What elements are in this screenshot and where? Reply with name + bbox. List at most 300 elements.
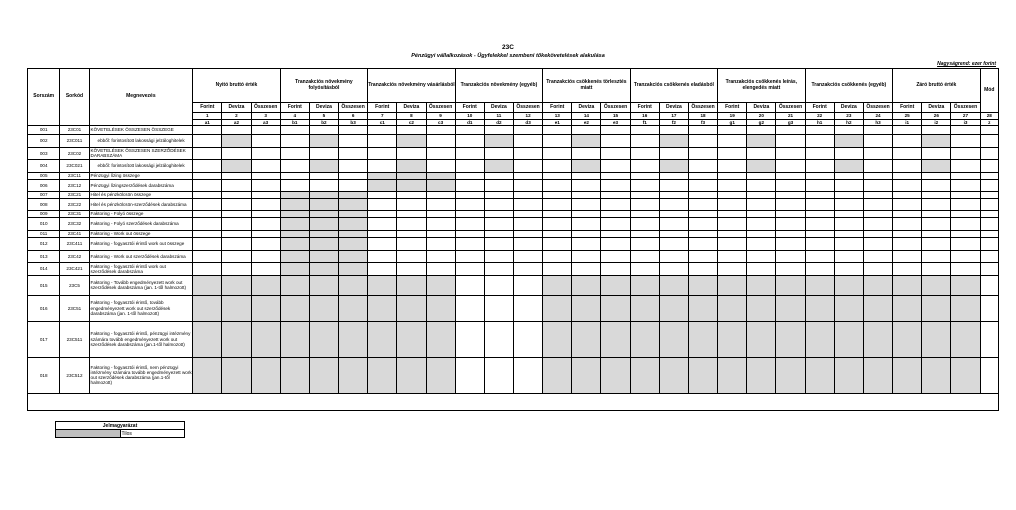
input-cell[interactable] xyxy=(776,126,805,135)
input-cell[interactable] xyxy=(543,230,572,237)
input-cell[interactable] xyxy=(718,210,747,217)
input-cell[interactable] xyxy=(251,172,280,179)
input-cell-mod[interactable] xyxy=(980,126,998,135)
input-cell[interactable] xyxy=(659,179,688,191)
input-cell[interactable] xyxy=(572,237,601,250)
input-cell[interactable] xyxy=(659,262,688,275)
input-cell[interactable] xyxy=(222,172,251,179)
input-cell[interactable] xyxy=(601,250,630,262)
input-cell[interactable] xyxy=(951,237,980,250)
input-cell[interactable] xyxy=(863,134,892,147)
input-cell[interactable] xyxy=(309,179,338,191)
input-cell[interactable] xyxy=(630,250,659,262)
input-cell[interactable] xyxy=(339,172,368,179)
input-cell[interactable] xyxy=(572,126,601,135)
input-cell[interactable] xyxy=(193,159,222,172)
input-cell[interactable] xyxy=(193,237,222,250)
input-cell-mod[interactable] xyxy=(980,230,998,237)
input-cell[interactable] xyxy=(455,262,484,275)
input-cell[interactable] xyxy=(630,217,659,230)
input-cell[interactable] xyxy=(951,217,980,230)
input-cell[interactable] xyxy=(426,237,455,250)
input-cell[interactable] xyxy=(776,198,805,210)
input-cell[interactable] xyxy=(688,217,717,230)
input-cell[interactable] xyxy=(718,191,747,198)
input-cell[interactable] xyxy=(543,159,572,172)
input-cell[interactable] xyxy=(863,210,892,217)
input-cell[interactable] xyxy=(863,237,892,250)
input-cell[interactable] xyxy=(513,357,542,393)
input-cell[interactable] xyxy=(484,126,513,135)
input-cell[interactable] xyxy=(951,250,980,262)
input-cell-mod[interactable] xyxy=(980,357,998,393)
input-cell[interactable] xyxy=(747,217,776,230)
input-cell[interactable] xyxy=(776,210,805,217)
input-cell[interactable] xyxy=(601,134,630,147)
input-cell[interactable] xyxy=(455,295,484,321)
input-cell[interactable] xyxy=(747,250,776,262)
input-cell-mod[interactable] xyxy=(980,210,998,217)
input-cell[interactable] xyxy=(251,230,280,237)
input-cell[interactable] xyxy=(601,262,630,275)
input-cell[interactable] xyxy=(455,275,484,295)
input-cell[interactable] xyxy=(455,250,484,262)
input-cell[interactable] xyxy=(601,147,630,159)
input-cell[interactable] xyxy=(834,210,863,217)
input-cell[interactable] xyxy=(688,237,717,250)
input-cell[interactable] xyxy=(193,134,222,147)
input-cell[interactable] xyxy=(630,191,659,198)
input-cell[interactable] xyxy=(805,147,834,159)
input-cell-mod[interactable] xyxy=(980,147,998,159)
input-cell[interactable] xyxy=(834,262,863,275)
input-cell[interactable] xyxy=(513,262,542,275)
input-cell[interactable] xyxy=(893,126,922,135)
input-cell[interactable] xyxy=(426,210,455,217)
input-cell[interactable] xyxy=(543,237,572,250)
input-cell[interactable] xyxy=(572,191,601,198)
input-cell[interactable] xyxy=(601,210,630,217)
input-cell[interactable] xyxy=(601,179,630,191)
input-cell[interactable] xyxy=(280,179,309,191)
input-cell[interactable] xyxy=(513,179,542,191)
input-cell-mod[interactable] xyxy=(980,179,998,191)
input-cell[interactable] xyxy=(659,198,688,210)
input-cell[interactable] xyxy=(951,134,980,147)
input-cell[interactable] xyxy=(455,198,484,210)
input-cell[interactable] xyxy=(659,250,688,262)
input-cell[interactable] xyxy=(455,230,484,237)
input-cell[interactable] xyxy=(951,262,980,275)
input-cell[interactable] xyxy=(688,250,717,262)
input-cell[interactable] xyxy=(368,198,397,210)
input-cell-mod[interactable] xyxy=(980,275,998,295)
input-cell[interactable] xyxy=(630,159,659,172)
input-cell[interactable] xyxy=(776,159,805,172)
input-cell[interactable] xyxy=(747,237,776,250)
input-cell[interactable] xyxy=(251,210,280,217)
input-cell[interactable] xyxy=(863,191,892,198)
input-cell[interactable] xyxy=(834,250,863,262)
input-cell[interactable] xyxy=(834,172,863,179)
input-cell[interactable] xyxy=(747,126,776,135)
input-cell[interactable] xyxy=(747,147,776,159)
input-cell[interactable] xyxy=(747,179,776,191)
input-cell[interactable] xyxy=(251,159,280,172)
input-cell[interactable] xyxy=(368,147,397,159)
input-cell[interactable] xyxy=(805,262,834,275)
input-cell[interactable] xyxy=(630,172,659,179)
input-cell[interactable] xyxy=(747,198,776,210)
input-cell[interactable] xyxy=(513,210,542,217)
input-cell[interactable] xyxy=(251,134,280,147)
input-cell[interactable] xyxy=(455,210,484,217)
input-cell[interactable] xyxy=(601,237,630,250)
input-cell[interactable] xyxy=(922,198,951,210)
input-cell[interactable] xyxy=(484,250,513,262)
input-cell[interactable] xyxy=(688,230,717,237)
input-cell-mod[interactable] xyxy=(980,262,998,275)
input-cell[interactable] xyxy=(863,230,892,237)
input-cell[interactable] xyxy=(805,217,834,230)
input-cell[interactable] xyxy=(193,147,222,159)
input-cell[interactable] xyxy=(513,230,542,237)
input-cell[interactable] xyxy=(951,172,980,179)
input-cell[interactable] xyxy=(718,147,747,159)
input-cell[interactable] xyxy=(834,191,863,198)
input-cell[interactable] xyxy=(368,134,397,147)
input-cell[interactable] xyxy=(863,159,892,172)
input-cell[interactable] xyxy=(805,179,834,191)
input-cell[interactable] xyxy=(922,210,951,217)
input-cell[interactable] xyxy=(426,126,455,135)
input-cell[interactable] xyxy=(805,210,834,217)
input-cell[interactable] xyxy=(513,295,542,321)
input-cell[interactable] xyxy=(951,147,980,159)
input-cell-mod[interactable] xyxy=(980,250,998,262)
input-cell[interactable] xyxy=(572,198,601,210)
input-cell[interactable] xyxy=(513,237,542,250)
input-cell[interactable] xyxy=(893,237,922,250)
input-cell[interactable] xyxy=(397,147,426,159)
input-cell[interactable] xyxy=(863,172,892,179)
input-cell[interactable] xyxy=(893,230,922,237)
input-cell[interactable] xyxy=(776,250,805,262)
input-cell[interactable] xyxy=(747,262,776,275)
input-cell[interactable] xyxy=(718,179,747,191)
input-cell[interactable] xyxy=(455,357,484,393)
input-cell[interactable] xyxy=(397,250,426,262)
input-cell[interactable] xyxy=(747,191,776,198)
input-cell[interactable] xyxy=(397,210,426,217)
input-cell[interactable] xyxy=(339,134,368,147)
input-cell[interactable] xyxy=(193,172,222,179)
input-cell[interactable] xyxy=(893,210,922,217)
input-cell[interactable] xyxy=(543,210,572,217)
input-cell[interactable] xyxy=(368,230,397,237)
input-cell[interactable] xyxy=(513,217,542,230)
input-cell[interactable] xyxy=(718,198,747,210)
input-cell[interactable] xyxy=(251,126,280,135)
input-cell[interactable] xyxy=(805,198,834,210)
input-cell[interactable] xyxy=(484,237,513,250)
input-cell[interactable] xyxy=(513,191,542,198)
input-cell[interactable] xyxy=(426,198,455,210)
input-cell[interactable] xyxy=(659,230,688,237)
input-cell[interactable] xyxy=(776,262,805,275)
input-cell[interactable] xyxy=(747,210,776,217)
input-cell[interactable] xyxy=(513,134,542,147)
input-cell[interactable] xyxy=(280,147,309,159)
input-cell[interactable] xyxy=(484,172,513,179)
input-cell[interactable] xyxy=(251,179,280,191)
input-cell[interactable] xyxy=(368,191,397,198)
input-cell[interactable] xyxy=(484,262,513,275)
input-cell[interactable] xyxy=(339,147,368,159)
input-cell[interactable] xyxy=(863,126,892,135)
input-cell[interactable] xyxy=(776,217,805,230)
input-cell[interactable] xyxy=(222,250,251,262)
input-cell[interactable] xyxy=(805,134,834,147)
input-cell[interactable] xyxy=(484,210,513,217)
input-cell[interactable] xyxy=(863,262,892,275)
input-cell[interactable] xyxy=(513,159,542,172)
input-cell[interactable] xyxy=(601,191,630,198)
input-cell[interactable] xyxy=(688,198,717,210)
input-cell[interactable] xyxy=(688,179,717,191)
input-cell[interactable] xyxy=(339,179,368,191)
input-cell[interactable] xyxy=(397,126,426,135)
input-cell[interactable] xyxy=(601,198,630,210)
input-cell[interactable] xyxy=(397,237,426,250)
input-cell[interactable] xyxy=(863,147,892,159)
input-cell[interactable] xyxy=(951,159,980,172)
input-cell-mod[interactable] xyxy=(980,134,998,147)
input-cell[interactable] xyxy=(805,191,834,198)
input-cell[interactable] xyxy=(222,179,251,191)
input-cell[interactable] xyxy=(776,191,805,198)
input-cell[interactable] xyxy=(484,179,513,191)
input-cell[interactable] xyxy=(630,262,659,275)
input-cell[interactable] xyxy=(718,126,747,135)
input-cell[interactable] xyxy=(484,147,513,159)
input-cell[interactable] xyxy=(718,134,747,147)
input-cell[interactable] xyxy=(718,172,747,179)
input-cell[interactable] xyxy=(455,172,484,179)
input-cell[interactable] xyxy=(251,217,280,230)
input-cell[interactable] xyxy=(543,134,572,147)
input-cell[interactable] xyxy=(572,250,601,262)
input-cell[interactable] xyxy=(543,172,572,179)
input-cell[interactable] xyxy=(368,262,397,275)
input-cell[interactable] xyxy=(543,126,572,135)
input-cell[interactable] xyxy=(193,230,222,237)
input-cell[interactable] xyxy=(834,126,863,135)
input-cell[interactable] xyxy=(251,191,280,198)
input-cell-mod[interactable] xyxy=(980,191,998,198)
input-cell[interactable] xyxy=(893,217,922,230)
input-cell[interactable] xyxy=(280,126,309,135)
input-cell[interactable] xyxy=(834,179,863,191)
input-cell[interactable] xyxy=(513,198,542,210)
input-cell[interactable] xyxy=(397,217,426,230)
input-cell[interactable] xyxy=(426,134,455,147)
input-cell-mod[interactable] xyxy=(980,321,998,357)
input-cell[interactable] xyxy=(718,250,747,262)
input-cell[interactable] xyxy=(484,357,513,393)
input-cell[interactable] xyxy=(805,250,834,262)
input-cell[interactable] xyxy=(455,191,484,198)
input-cell[interactable] xyxy=(455,217,484,230)
input-cell[interactable] xyxy=(718,230,747,237)
input-cell[interactable] xyxy=(484,198,513,210)
input-cell[interactable] xyxy=(863,217,892,230)
input-cell[interactable] xyxy=(455,159,484,172)
input-cell[interactable] xyxy=(193,262,222,275)
input-cell[interactable] xyxy=(630,126,659,135)
input-cell[interactable] xyxy=(222,147,251,159)
input-cell[interactable] xyxy=(426,262,455,275)
input-cell[interactable] xyxy=(572,147,601,159)
input-cell[interactable] xyxy=(805,230,834,237)
input-cell[interactable] xyxy=(251,237,280,250)
input-cell[interactable] xyxy=(688,134,717,147)
input-cell[interactable] xyxy=(251,250,280,262)
input-cell[interactable] xyxy=(251,262,280,275)
input-cell[interactable] xyxy=(630,210,659,217)
input-cell[interactable] xyxy=(572,230,601,237)
input-cell[interactable] xyxy=(572,179,601,191)
input-cell[interactable] xyxy=(776,172,805,179)
input-cell[interactable] xyxy=(455,321,484,357)
input-cell[interactable] xyxy=(688,262,717,275)
input-cell[interactable] xyxy=(572,262,601,275)
input-cell[interactable] xyxy=(893,191,922,198)
input-cell[interactable] xyxy=(193,126,222,135)
input-cell[interactable] xyxy=(543,147,572,159)
input-cell[interactable] xyxy=(834,198,863,210)
input-cell[interactable] xyxy=(630,147,659,159)
input-cell[interactable] xyxy=(951,198,980,210)
input-cell[interactable] xyxy=(805,237,834,250)
input-cell[interactable] xyxy=(222,217,251,230)
input-cell[interactable] xyxy=(339,126,368,135)
input-cell[interactable] xyxy=(805,159,834,172)
input-cell[interactable] xyxy=(484,275,513,295)
input-cell[interactable] xyxy=(572,217,601,230)
input-cell[interactable] xyxy=(834,147,863,159)
input-cell[interactable] xyxy=(193,210,222,217)
input-cell[interactable] xyxy=(630,237,659,250)
input-cell[interactable] xyxy=(543,217,572,230)
input-cell[interactable] xyxy=(834,230,863,237)
input-cell[interactable] xyxy=(630,230,659,237)
input-cell[interactable] xyxy=(280,172,309,179)
input-cell[interactable] xyxy=(222,262,251,275)
input-cell[interactable] xyxy=(659,210,688,217)
input-cell[interactable] xyxy=(718,217,747,230)
input-cell[interactable] xyxy=(863,198,892,210)
input-cell[interactable] xyxy=(659,172,688,179)
input-cell[interactable] xyxy=(484,191,513,198)
input-cell[interactable] xyxy=(776,179,805,191)
input-cell-mod[interactable] xyxy=(980,172,998,179)
input-cell[interactable] xyxy=(368,217,397,230)
input-cell[interactable] xyxy=(718,159,747,172)
input-cell[interactable] xyxy=(280,159,309,172)
input-cell[interactable] xyxy=(834,217,863,230)
input-cell[interactable] xyxy=(659,217,688,230)
input-cell[interactable] xyxy=(688,172,717,179)
input-cell[interactable] xyxy=(922,250,951,262)
input-cell[interactable] xyxy=(776,230,805,237)
input-cell[interactable] xyxy=(688,126,717,135)
input-cell[interactable] xyxy=(309,126,338,135)
input-cell[interactable] xyxy=(368,126,397,135)
input-cell[interactable] xyxy=(222,230,251,237)
input-cell[interactable] xyxy=(688,210,717,217)
input-cell[interactable] xyxy=(455,179,484,191)
input-cell[interactable] xyxy=(193,191,222,198)
input-cell[interactable] xyxy=(543,250,572,262)
input-cell[interactable] xyxy=(426,230,455,237)
input-cell[interactable] xyxy=(426,159,455,172)
input-cell[interactable] xyxy=(951,126,980,135)
input-cell[interactable] xyxy=(455,134,484,147)
input-cell[interactable] xyxy=(368,210,397,217)
input-cell[interactable] xyxy=(455,126,484,135)
input-cell[interactable] xyxy=(747,230,776,237)
input-cell[interactable] xyxy=(222,237,251,250)
input-cell[interactable] xyxy=(659,191,688,198)
input-cell[interactable] xyxy=(251,147,280,159)
input-cell[interactable] xyxy=(893,179,922,191)
input-cell-mod[interactable] xyxy=(980,295,998,321)
input-cell[interactable] xyxy=(513,321,542,357)
input-cell-mod[interactable] xyxy=(980,237,998,250)
input-cell[interactable] xyxy=(193,198,222,210)
input-cell[interactable] xyxy=(893,147,922,159)
input-cell[interactable] xyxy=(951,179,980,191)
input-cell[interactable] xyxy=(251,198,280,210)
input-cell[interactable] xyxy=(893,134,922,147)
input-cell[interactable] xyxy=(805,172,834,179)
input-cell[interactable] xyxy=(922,147,951,159)
input-cell[interactable] xyxy=(368,237,397,250)
input-cell[interactable] xyxy=(426,217,455,230)
input-cell[interactable] xyxy=(397,230,426,237)
input-cell[interactable] xyxy=(572,210,601,217)
input-cell[interactable] xyxy=(193,179,222,191)
input-cell[interactable] xyxy=(455,237,484,250)
input-cell[interactable] xyxy=(368,250,397,262)
input-cell[interactable] xyxy=(922,126,951,135)
input-cell[interactable] xyxy=(543,191,572,198)
input-cell[interactable] xyxy=(426,147,455,159)
input-cell[interactable] xyxy=(601,159,630,172)
input-cell[interactable] xyxy=(455,147,484,159)
input-cell[interactable] xyxy=(543,179,572,191)
input-cell[interactable] xyxy=(688,191,717,198)
input-cell[interactable] xyxy=(922,230,951,237)
input-cell[interactable] xyxy=(922,217,951,230)
input-cell[interactable] xyxy=(718,237,747,250)
input-cell[interactable] xyxy=(688,159,717,172)
input-cell[interactable] xyxy=(513,147,542,159)
input-cell[interactable] xyxy=(280,134,309,147)
input-cell-mod[interactable] xyxy=(980,217,998,230)
input-cell[interactable] xyxy=(222,210,251,217)
